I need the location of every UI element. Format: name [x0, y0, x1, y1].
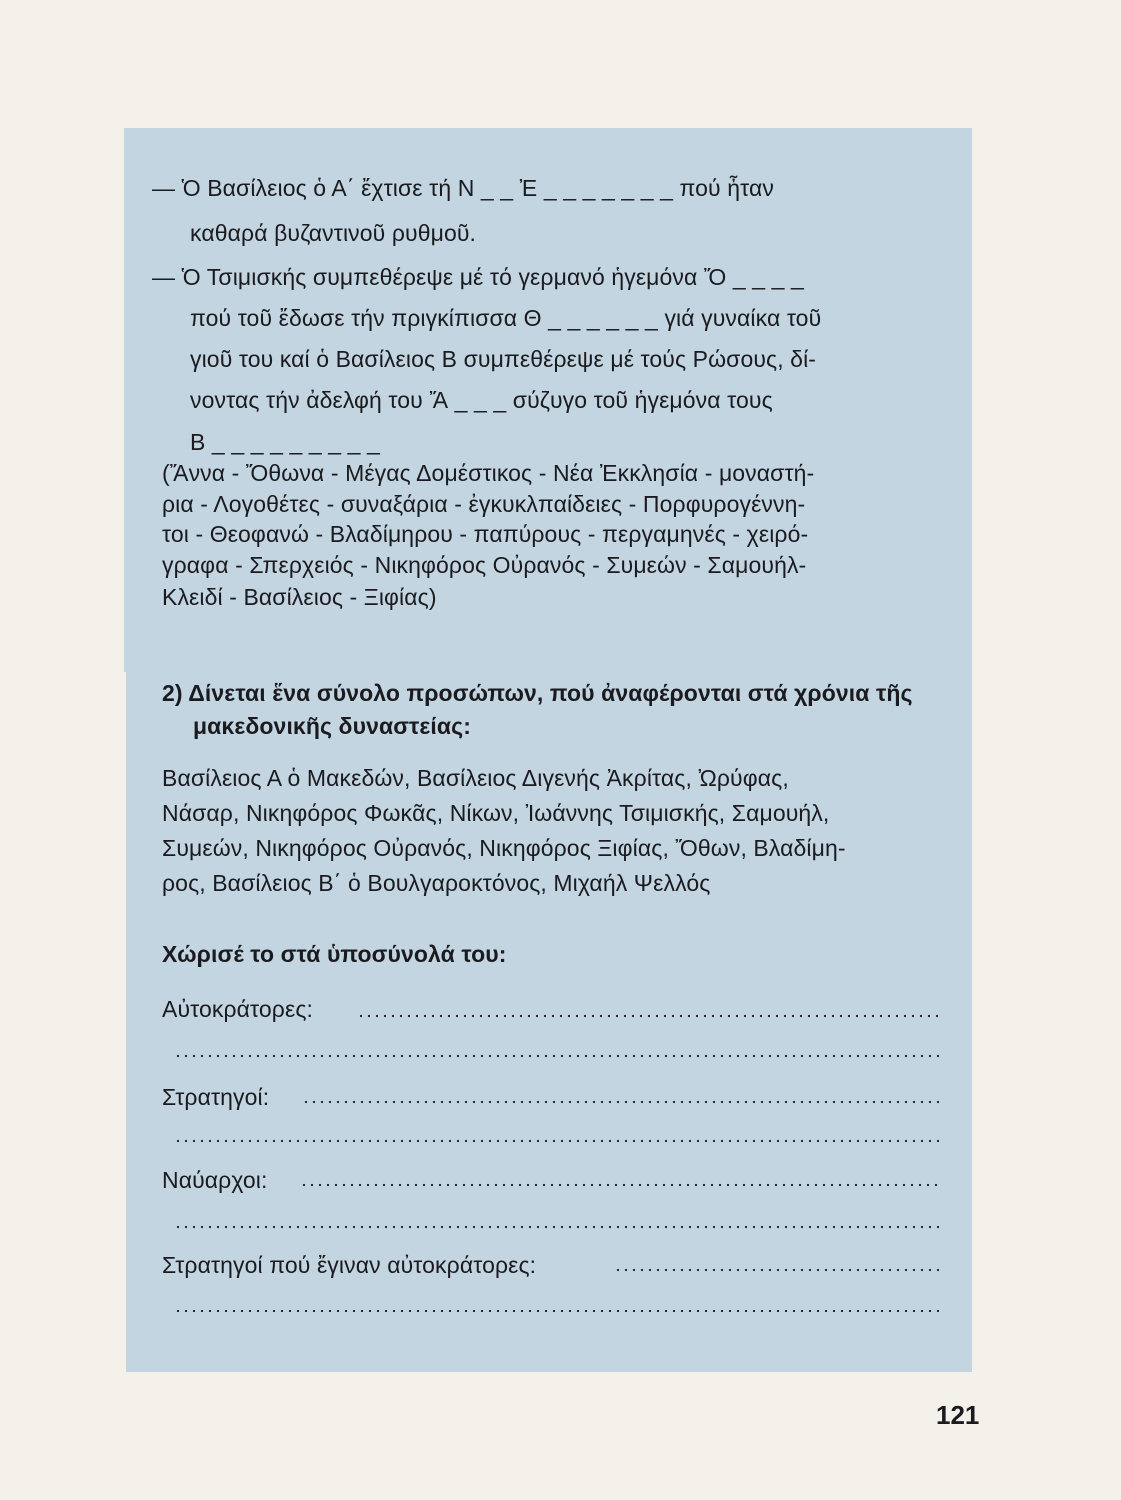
- category-label: Στρατηγοί:: [162, 1084, 270, 1110]
- exercise-line: καθαρά βυζαντινοῦ ρυθμοῦ.: [190, 220, 477, 246]
- word-bank-line: (Ἄννα - Ὄθωνα - Μέγας Δομέστικος - Νέα Ἐκκλησία - μοναστή-: [162, 460, 815, 486]
- section-heading-line: 2) Δίνεται ἕνα σύνολο προσώπων, πού ἀναφέρονται στά χρόνια τῆς: [162, 680, 913, 706]
- exercise-line: πού τοῦ ἔδωσε τήν πριγκίπισσα Θ _ _ _ _ _ _ γιά γυναίκα τοῦ: [190, 305, 822, 331]
- exercise-line: γιοῦ του καί ὁ Βασίλειος Β συμπεθέρεψε μέ τούς Ρώσους, δί-: [190, 346, 817, 372]
- answer-line[interactable]: [614, 1268, 939, 1272]
- answer-line[interactable]: [300, 1183, 939, 1187]
- category-label: Στρατηγοί πού ἔγιναν αὐτοκράτορες:: [162, 1252, 537, 1278]
- word-bank-line: Κλειδί - Βασίλειος - Ξιφίας): [162, 584, 437, 610]
- instruction: Χώρισέ το στά ὑποσύνολά του:: [162, 941, 507, 967]
- persons-line: Συμεών, Νικηφόρος Οὐρανός, Νικηφόρος Ξιφίας, Ὄθων, Βλαδίμη-: [162, 835, 846, 861]
- answer-line[interactable]: [174, 1309, 939, 1313]
- exercise-line: Β _ _ _ _ _ _ _ _ _: [190, 429, 380, 455]
- answer-line[interactable]: [357, 1014, 939, 1018]
- persons-line: ρος, Βασίλειος Β΄ ὁ Βουλγαροκτόνος, Μιχαήλ Ψελλός: [162, 870, 711, 896]
- section-heading-line: μακεδονικῆς δυναστείας:: [193, 713, 471, 739]
- answer-line[interactable]: [302, 1100, 939, 1104]
- word-bank-line: γραφα - Σπερχειός - Νικηφόρος Οὐρανός - Συμεών - Σαμουήλ-: [162, 552, 807, 578]
- category-label: Αὐτοκράτορες:: [162, 996, 314, 1022]
- page-number: 121: [936, 1400, 980, 1430]
- word-bank-line: τοι - Θεοφανώ - Βλαδίμηρου - παπύρους - περγαμηνές - χειρό-: [162, 521, 809, 547]
- persons-line: Νάσαρ, Νικηφόρος Φωκᾶς, Νίκων, Ἰωάννης Τσιμισκής, Σαμουήλ,: [162, 800, 830, 826]
- persons-line: Βασίλειος Α ὁ Μακεδών, Βασίλειος Διγενής Ἀκρίτας, Ὠρύφας,: [162, 765, 789, 791]
- exercise-line: νοντας τήν ἀδελφή του Ἄ _ _ _ σύζυγο τοῦ ἡγεμόνα τους: [190, 387, 773, 413]
- word-bank-line: ρια - Λογοθέτες - συναξάρια - ἐγκυκλπαίδειες - Πορφυρογέννη-: [162, 491, 806, 517]
- answer-line[interactable]: [174, 1054, 939, 1058]
- category-label: Ναύαρχοι:: [162, 1167, 268, 1193]
- answer-line[interactable]: [174, 1139, 939, 1143]
- exercise-line: — Ὁ Τσιμισκής συμπεθέρεψε μέ τό γερμανό ἡγεμόνα Ὄ _ _ _ _: [152, 264, 804, 290]
- exercise-line: — Ὁ Βασίλειος ὁ Α΄ ἔχτισε τή Ν _ _ Ἐ _ _ _ _ _ _ _ πού ἦταν: [152, 175, 774, 201]
- answer-line[interactable]: [174, 1225, 939, 1229]
